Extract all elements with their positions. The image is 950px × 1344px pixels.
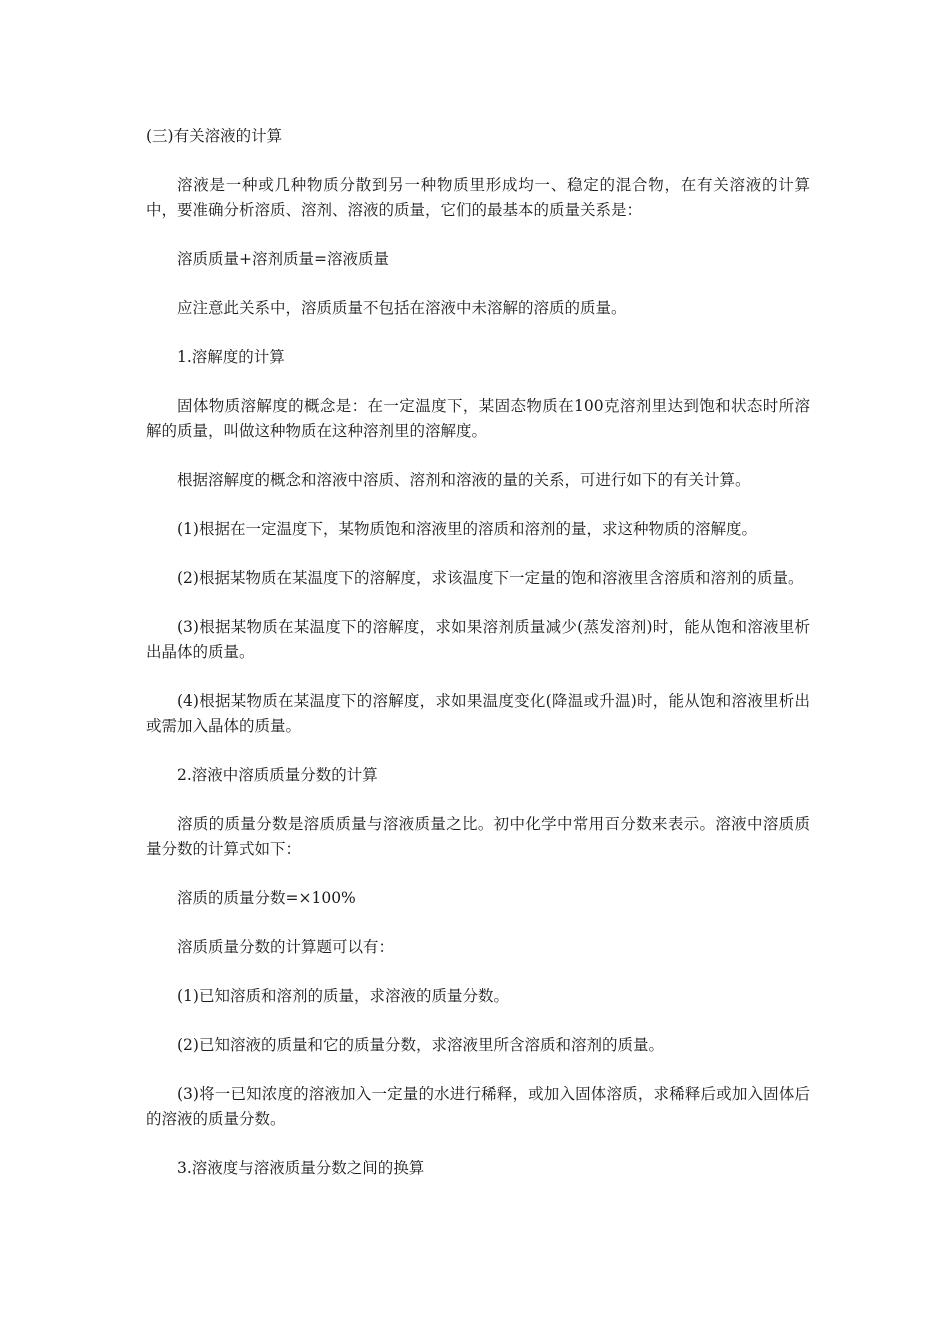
- paragraph: 溶质的质量分数是溶质质量与溶液质量之比。初中化学中常用百分数来表示。溶液中溶质质量分数的计算式如下：: [146, 815, 810, 858]
- subsection-heading: 3.溶液度与溶液质量分数之间的换算: [177, 1159, 425, 1177]
- document-body: [146, 124, 810, 1205]
- list-item: (3)将一已知浓度的溶液加入一定量的水进行稀释，或加入固体溶质，求稀释后或加入固体后的溶液的质量分数。: [146, 1085, 810, 1128]
- formula-line: 溶质质量+溶剂质量=溶液质量: [177, 250, 389, 268]
- list-item: (1)根据在一定温度下，某物质饱和溶液里的溶质和溶剂的量，求这种物质的溶解度。: [177, 520, 757, 538]
- list-item: (2)已知溶液的质量和它的质量分数，求溶液里所含溶质和溶剂的质量。: [177, 1036, 664, 1054]
- list-item: (2)根据某物质在某温度下的溶解度，求该温度下一定量的饱和溶液里含溶质和溶剂的质量。: [177, 569, 804, 587]
- subsection-heading: 2.溶液中溶质质量分数的计算: [177, 766, 378, 784]
- list-item: (1)已知溶质和溶剂的质量，求溶液的质量分数。: [177, 987, 509, 1005]
- section-heading: (三)有关溶液的计算: [146, 127, 283, 145]
- list-item: (4)根据某物质在某温度下的溶解度，求如果温度变化(降温或升温)时，能从饱和溶液里析出或需加入晶体的质量。: [146, 692, 810, 735]
- paragraph: 固体物质溶解度的概念是：在一定温度下，某固态物质在100克溶剂里达到饱和状态时所溶解的质量，叫做这种物质在这种溶剂里的溶解度。: [146, 397, 810, 440]
- formula-line: 溶质的质量分数=×100%: [177, 889, 356, 907]
- paragraph: 溶液是一种或几种物质分散到另一种物质里形成均一、稳定的混合物，在有关溶液的计算中，要准确分析溶质、溶剂、溶液的质量，它们的最基本的质量关系是：: [146, 176, 810, 219]
- paragraph: 根据溶解度的概念和溶液中溶质、溶剂和溶液的量的关系，可进行如下的有关计算。: [177, 471, 751, 489]
- list-item: (3)根据某物质在某温度下的溶解度，求如果溶剂质量减少(蒸发溶剂)时，能从饱和溶液里析出晶体的质量。: [146, 618, 810, 661]
- subsection-heading: 1.溶解度的计算: [177, 348, 285, 366]
- paragraph: 溶质质量分数的计算题可以有：: [177, 938, 395, 956]
- paragraph: 应注意此关系中，溶质质量不包括在溶液中未溶解的溶质的质量。: [177, 299, 627, 317]
